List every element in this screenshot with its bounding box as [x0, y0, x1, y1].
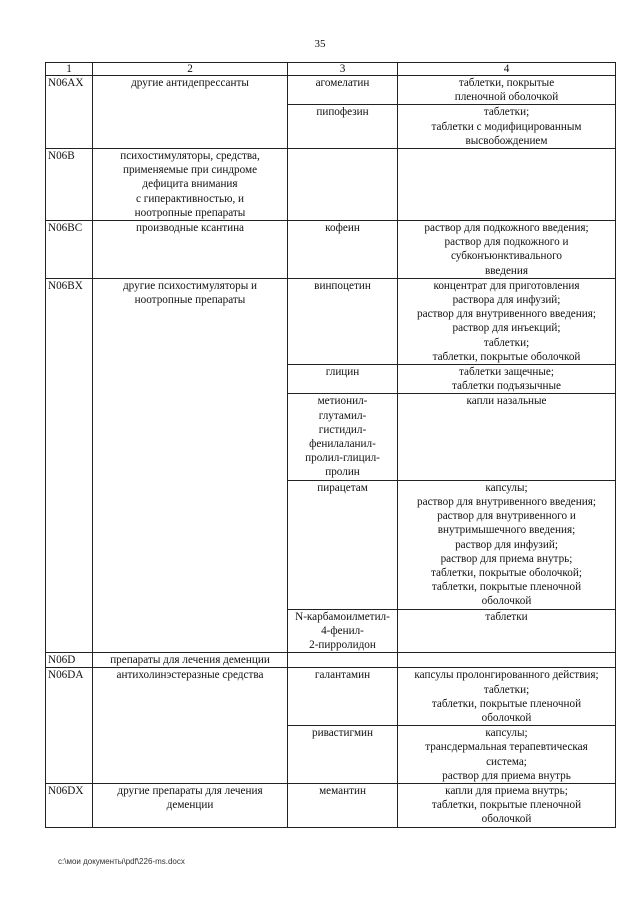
- atc-code-cell: N06BX: [46, 278, 93, 652]
- drug-name-cell: галантамин: [288, 668, 398, 726]
- drug-name-cell: агомелатин: [288, 76, 398, 105]
- atc-code-cell: N06DX: [46, 783, 93, 827]
- drug-name-cell: N-карбамоилметил- 4-фенил- 2-пирролидон: [288, 609, 398, 653]
- header-col-3: 3: [288, 63, 398, 76]
- drug-name-cell: глицин: [288, 365, 398, 394]
- atc-code-cell: N06AX: [46, 76, 93, 149]
- group-name-cell: другие препараты для лечения деменции: [93, 783, 288, 827]
- group-name-cell: производные ксантина: [93, 221, 288, 279]
- footer-file-path: c:\мои документы\pdf\226-ms.docx: [58, 857, 185, 866]
- dosage-form-cell: таблетки: [398, 609, 616, 653]
- dosage-form-cell: таблетки защечные; таблетки подъязычные: [398, 365, 616, 394]
- table-row: [46, 278, 616, 364]
- header-col-2: 2: [93, 63, 288, 76]
- table-row: [46, 149, 616, 221]
- dosage-form-cell: [398, 149, 616, 221]
- dosage-form-cell: капли назальные: [398, 394, 616, 480]
- atc-code-cell: N06DA: [46, 668, 93, 784]
- dosage-form-cell: концентрат для приготовления раствора для инфузий; раствор для внутривенного введения; раствор для инъекций; таблетки; таблетки, покрытые оболочкой: [398, 278, 616, 364]
- header-col-1: 1: [46, 63, 93, 76]
- drug-table: [45, 62, 616, 828]
- table-row: [46, 783, 616, 827]
- table-row: [46, 668, 616, 726]
- drug-name-cell: пирацетам: [288, 480, 398, 609]
- atc-code-cell: N06BC: [46, 221, 93, 279]
- drug-name-cell: мемантин: [288, 783, 398, 827]
- table-row: [46, 221, 616, 279]
- atc-code-cell: N06D: [46, 653, 93, 668]
- drug-name-cell: [288, 149, 398, 221]
- group-name-cell: антихолинэстеразные средства: [93, 668, 288, 784]
- header-col-4: 4: [398, 63, 616, 76]
- dosage-form-cell: раствор для подкожного введения; раствор для подкожного и субконъюнктивального введения: [398, 221, 616, 279]
- drug-name-cell: винпоцетин: [288, 278, 398, 364]
- header-row: [46, 63, 616, 76]
- group-name-cell: другие антидепрессанты: [93, 76, 288, 149]
- drug-name-cell: [288, 653, 398, 668]
- dosage-form-cell: таблетки, покрытые пленочной оболочкой: [398, 76, 616, 105]
- dosage-form-cell: капли для приема внутрь; таблетки, покрытые пленочной оболочкой: [398, 783, 616, 827]
- dosage-form-cell: капсулы; раствор для внутривенного введения; раствор для внутривенного и внутримышечного введения; раствор для инфузий; раствор для приема внутрь; таблетки, покрытые оболочкой; таблетки, покрытые пленочной оболочкой: [398, 480, 616, 609]
- table-row: [46, 76, 616, 105]
- dosage-form-cell: таблетки; таблетки с модифицированным высвобождением: [398, 105, 616, 149]
- group-name-cell: другие психостимуляторы и ноотропные препараты: [93, 278, 288, 652]
- group-name-cell: препараты для лечения деменции: [93, 653, 288, 668]
- drug-name-cell: кофеин: [288, 221, 398, 279]
- drug-name-cell: пипофезин: [288, 105, 398, 149]
- dosage-form-cell: [398, 653, 616, 668]
- dosage-form-cell: капсулы пролонгированного действия; таблетки; таблетки, покрытые пленочной оболочкой: [398, 668, 616, 726]
- group-name-cell: психостимуляторы, средства, применяемые при синдроме дефицита внимания с гиперактивностью, и ноотропные препараты: [93, 149, 288, 221]
- page-number: 35: [314, 38, 326, 50]
- table-row: [46, 653, 616, 668]
- drug-name-cell: метионил- глутамил- гистидил- фенилаланил- пролил-глицил- пролин: [288, 394, 398, 480]
- dosage-form-cell: капсулы; трансдермальная терапевтическая система; раствор для приема внутрь: [398, 726, 616, 784]
- drug-name-cell: ривастигмин: [288, 726, 398, 784]
- atc-code-cell: N06B: [46, 149, 93, 221]
